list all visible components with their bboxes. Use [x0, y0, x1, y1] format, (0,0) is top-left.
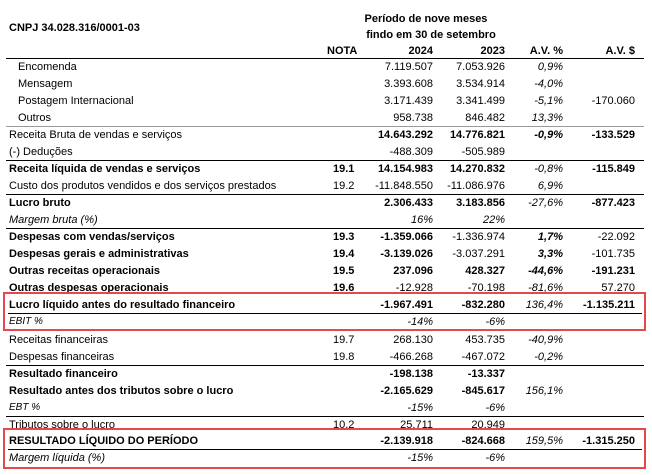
row-2024-value: -1.359.066	[380, 231, 433, 243]
col-2024-header: 2024	[408, 45, 433, 57]
col-av-val-header: A.V. $	[605, 45, 635, 57]
row-2024-value: -3.139.026	[380, 248, 433, 260]
row-ebt-pct	[0, 400, 652, 417]
row-2023-value: -70.198	[467, 282, 505, 292]
row-2024-value: 268.130	[393, 334, 433, 346]
row-nota: 19.7	[333, 334, 355, 346]
row-2024-value: 14.643.292	[377, 129, 433, 141]
row-label: Despesas gerais e administrativas	[9, 248, 189, 260]
row-nota: 19.1	[333, 163, 355, 175]
row-tributos	[0, 417, 652, 428]
row-av-val: 57.270	[601, 282, 635, 292]
row-nota: 19.8	[333, 351, 355, 363]
row-2023-value: 3.534.914	[456, 78, 505, 90]
row-label: Tributos sobre o lucro	[9, 419, 115, 428]
row-av-val: -1.315.250	[582, 435, 635, 447]
cnpj-label: CNPJ 34.028.316/0001-03	[9, 22, 140, 34]
row-2024-value: 25.711	[400, 419, 433, 428]
row-mensagem	[0, 76, 652, 93]
row-nota: 19.6	[333, 282, 355, 292]
row-label: Margem líquida (%)	[9, 452, 105, 464]
row-margem-liquida	[0, 450, 652, 467]
row-2023-value: -13.337	[467, 368, 505, 380]
row-label: Receita Bruta de vendas e serviços	[9, 129, 183, 141]
row-2024-value: -15%	[407, 452, 433, 464]
row-2023-value: 453.735	[465, 334, 505, 346]
row-av-pct: -44,6%	[528, 265, 563, 277]
row-av-pct: -0,8%	[534, 163, 563, 175]
row-2024-value: 3.171.439	[384, 95, 433, 107]
row-2023-value: -6%	[485, 402, 505, 414]
row-av-val: -133.529	[591, 129, 635, 141]
row-2024-value: -2.165.629	[380, 385, 433, 397]
period-line1: Período de nove meses	[364, 13, 488, 25]
row-2023-value: -467.072	[461, 351, 505, 363]
row-2023-value: -832.280	[461, 299, 505, 311]
row-lucro-bruto	[0, 195, 652, 212]
row-2023-value: -11.086.976	[447, 180, 505, 192]
row-2024-value: -15%	[407, 402, 433, 414]
row-label: Postagem Internacional	[18, 95, 134, 107]
row-outras-despesas	[0, 280, 652, 292]
row-2023-value: -3.037.291	[452, 248, 505, 260]
row-label: Despesas com vendas/serviços	[9, 231, 175, 243]
row-av-pct: 0,9%	[537, 61, 563, 73]
row-label: Margem bruta (%)	[9, 214, 98, 226]
row-label: Receitas financeiras	[9, 334, 109, 346]
row-label: Mensagem	[18, 78, 73, 90]
row-resultado-antes-tributos	[0, 383, 652, 400]
col-2023-header: 2023	[480, 45, 505, 57]
row-av-val: -191.231	[591, 265, 635, 277]
row-2023-value: 428.327	[465, 265, 505, 277]
row-2024-value: -14%	[407, 316, 433, 328]
row-receitas-financeiras	[0, 332, 652, 349]
row-outras-receitas	[0, 263, 652, 280]
row-margem-bruta	[0, 212, 652, 229]
row-deducoes	[0, 144, 652, 161]
row-2023-value: 22%	[482, 214, 505, 226]
row-2024-value: -488.309	[389, 146, 433, 158]
row-av-pct: 159,5%	[525, 435, 563, 447]
row-2023-value: 14.270.832	[449, 163, 505, 175]
row-lucro-antes-financeiro	[0, 297, 652, 314]
row-label: Resultado financeiro	[9, 368, 118, 380]
row-nota: 19.2	[333, 180, 355, 192]
row-label: (-) Deduções	[9, 146, 73, 158]
row-2023-value: 14.776.821	[449, 129, 505, 141]
row-label: RESULTADO LÍQUIDO DO PERÍODO	[9, 435, 199, 447]
row-receita-liquida	[0, 161, 652, 178]
row-av-val: -22.092	[597, 231, 635, 243]
row-av-pct: 3,3%	[537, 248, 563, 260]
row-despesas-gerais	[0, 246, 652, 263]
row-resultado-financeiro	[0, 366, 652, 383]
row-av-pct: -0,9%	[534, 129, 563, 141]
row-av-pct: 156,1%	[525, 385, 563, 397]
row-2024-value: -12.928	[395, 282, 433, 292]
row-receita-bruta	[0, 127, 652, 144]
row-av-val: -115.849	[592, 163, 635, 175]
row-encomenda	[0, 59, 652, 76]
row-despesas-financeiras	[0, 349, 652, 366]
row-label: Outros	[18, 112, 52, 124]
row-av-val: -170.060	[591, 95, 635, 107]
row-2024-value: -1.967.491	[380, 299, 433, 311]
row-2023-value: 3.341.499	[456, 95, 505, 107]
row-postagem-internacional	[0, 93, 652, 110]
row-2023-value: 3.183.856	[456, 197, 505, 209]
row-2024-value: -198.138	[389, 368, 433, 380]
row-label: Receita líquida de vendas e serviços	[9, 163, 201, 175]
row-av-val: -101.735	[591, 248, 635, 260]
row-2024-value: 958.738	[393, 112, 433, 124]
row-ebit-pct	[0, 314, 652, 331]
row-2024-value: -466.268	[389, 351, 433, 363]
row-av-pct: -5,1%	[534, 95, 563, 107]
row-nota: 19.5	[333, 265, 355, 277]
row-2023-value: -824.668	[461, 435, 505, 447]
row-label: Outras receitas operacionais	[9, 265, 161, 277]
row-outros	[0, 110, 652, 127]
col-av-pct-header: A.V. %	[529, 45, 563, 57]
row-2023-value: -6%	[485, 316, 505, 328]
row-nota: 19.3	[333, 231, 355, 243]
row-av-pct: -81,6%	[528, 282, 563, 292]
row-nota: 10.2	[333, 419, 355, 428]
row-2023-value: 846.482	[465, 112, 505, 124]
row-2023-value: 7.053.926	[456, 61, 505, 73]
row-2024-value: 3.393.608	[384, 78, 433, 90]
row-2024-value: 7.119.507	[384, 61, 433, 73]
row-2023-value: -505.989	[461, 146, 505, 158]
row-av-pct: -40,9%	[528, 334, 563, 346]
row-nota: 19.4	[333, 248, 355, 260]
row-label: Outras despesas operacionais	[9, 282, 169, 292]
row-label: EBIT %	[9, 316, 43, 327]
row-resultado-liquido	[0, 433, 652, 450]
row-label: Custo dos produtos vendidos e dos serviços prestados	[9, 180, 277, 192]
row-2023-value: -845.617	[461, 385, 505, 397]
row-2024-value: -11.848.550	[375, 180, 433, 192]
row-av-pct: -0,2%	[534, 351, 563, 363]
row-label: EBT %	[9, 402, 41, 413]
row-av-pct: -27,6%	[528, 197, 563, 209]
row-2024-value: 2.306.433	[384, 197, 433, 209]
row-despesas-vendas	[0, 229, 652, 246]
row-2023-value: -6%	[485, 452, 505, 464]
row-label: Lucro líquido antes do resultado financeiro	[9, 299, 236, 311]
row-label: Despesas financeiras	[9, 351, 115, 363]
row-av-pct: 136,4%	[525, 299, 563, 311]
period-line2: findo em 30 de setembro	[366, 29, 496, 41]
row-2023-value: 20.949	[471, 419, 505, 428]
row-label: Lucro bruto	[9, 197, 71, 209]
row-label: Encomenda	[18, 61, 77, 73]
row-custo-produtos	[0, 178, 652, 195]
row-2024-value: 16%	[410, 214, 433, 226]
row-2023-value: -1.336.974	[452, 231, 505, 243]
row-2024-value: 14.154.983	[377, 163, 433, 175]
row-2024-value: 237.096	[393, 265, 433, 277]
row-label: Resultado antes dos tributos sobre o lucro	[9, 385, 234, 397]
row-av-pct: -4,0%	[534, 78, 563, 90]
row-av-pct: 13,3%	[531, 112, 563, 124]
col-nota-header: NOTA	[327, 45, 358, 57]
row-2024-value: -2.139.918	[380, 435, 433, 447]
row-av-pct: 1,7%	[537, 231, 563, 243]
row-av-val: -1.135.211	[583, 299, 635, 311]
row-av-val: -877.423	[591, 197, 635, 209]
row-av-pct: 6,9%	[537, 180, 563, 192]
